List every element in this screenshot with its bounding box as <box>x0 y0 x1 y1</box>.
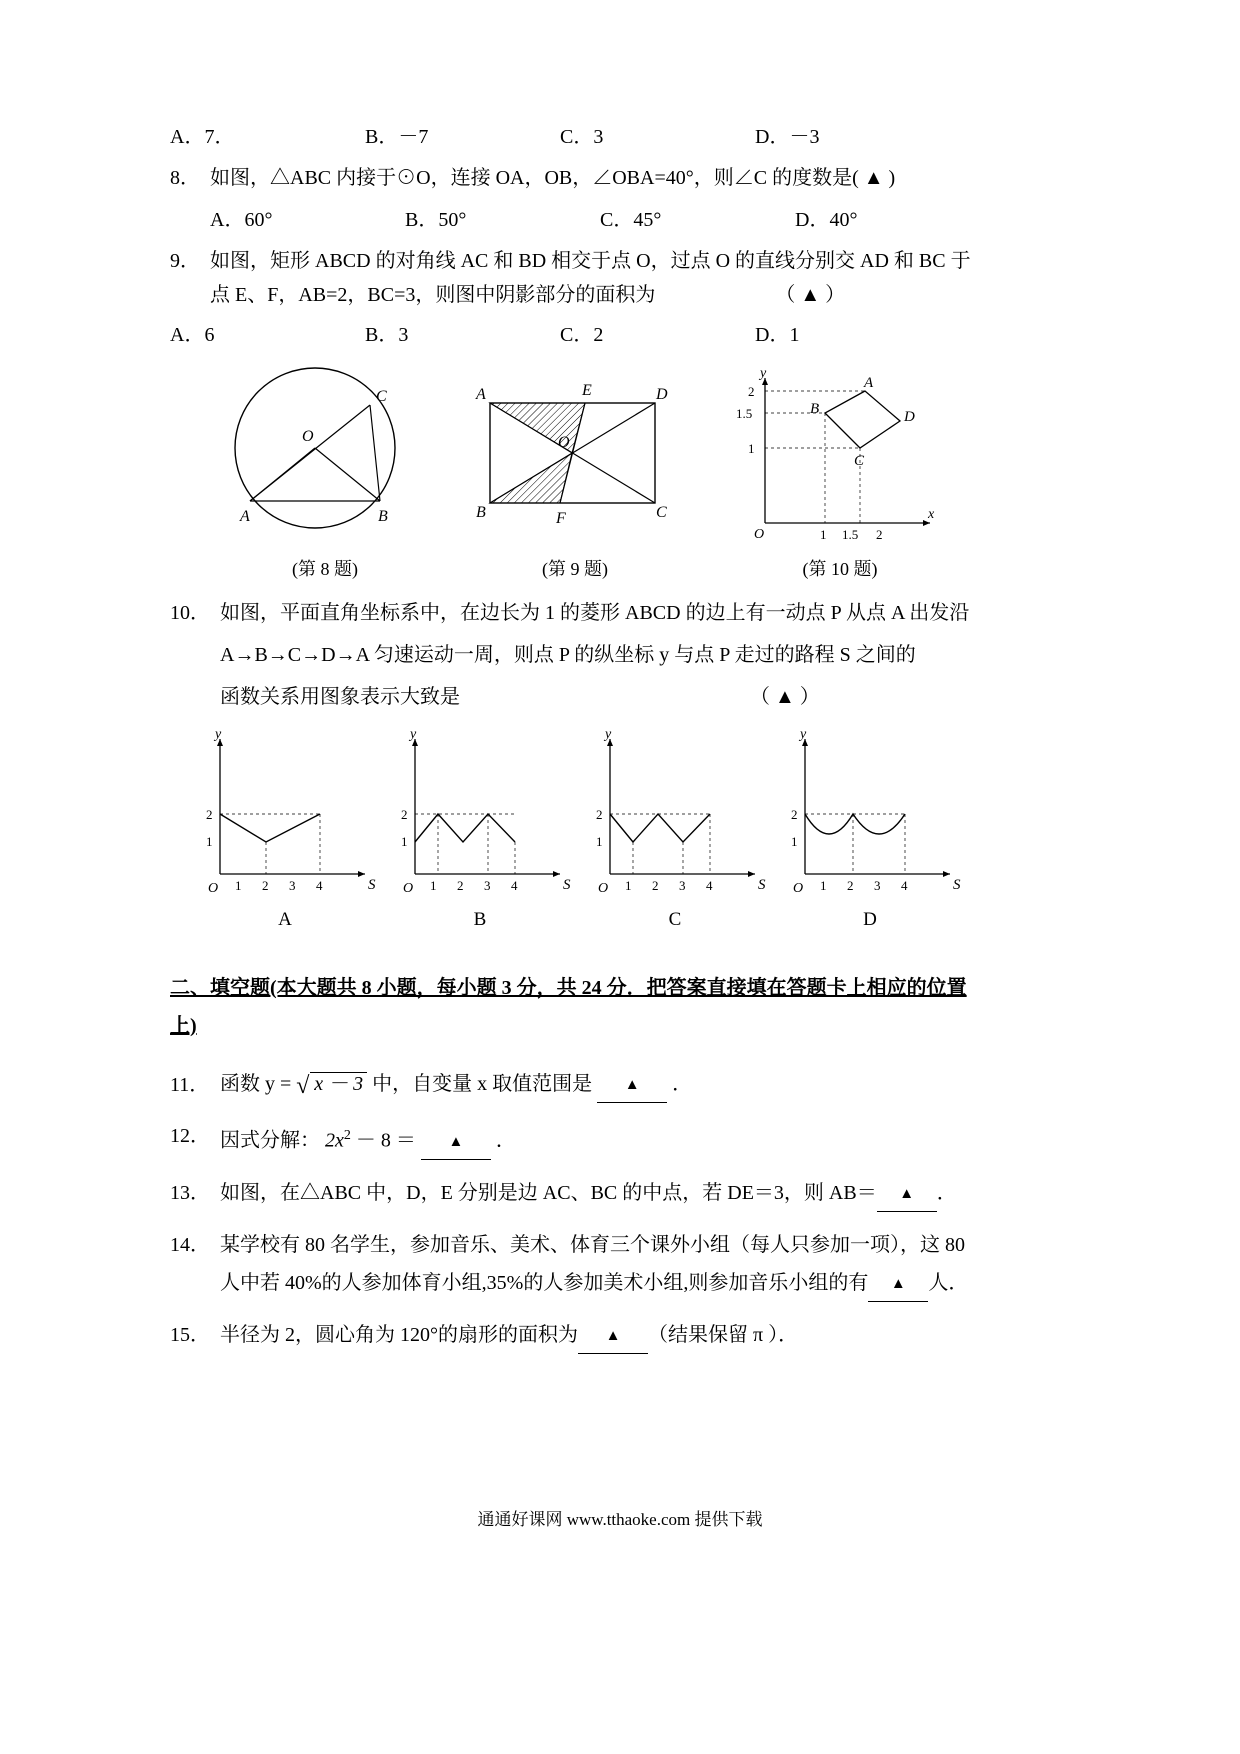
question-text-pre: 半径为 2，圆心角为 120°的扇形的面积为 <box>220 1323 578 1346</box>
question-number: 11． <box>170 1074 210 1096</box>
question-text-line2a: 人中若 40%的人参加体育小组,35%的人参加美术小组,则参加音乐小组的有 <box>220 1271 869 1294</box>
spacer <box>170 638 220 672</box>
axis-label-y: y <box>605 727 612 742</box>
section-2-line1: 二、填空题(本大题共 8 小题，每小题 3 分，共 24 分．把答案直接填在答题卡上相应的位置 <box>170 977 967 999</box>
label-A: A <box>240 508 250 525</box>
label-A: A <box>864 375 874 391</box>
graph-c-svg <box>580 724 770 904</box>
y-tick-1: 1 <box>748 441 755 456</box>
axis-origin: O <box>793 881 804 896</box>
y-tick-1: 1 <box>596 834 603 849</box>
label-C: C <box>854 453 865 469</box>
question-9 <box>170 244 1070 278</box>
graph-label-c: C <box>668 909 682 930</box>
question-number: 9． <box>170 250 200 272</box>
x-tick-2: 2 <box>652 878 659 893</box>
question-text-line3: 函数关系用图象表示大致是 <box>220 686 460 708</box>
question-text-line1: 如图，平面直角坐标系中，在边长为 1 的菱形 ABCD 的边上有一动点 P 从点 A 出发沿 <box>220 602 970 624</box>
label-E: E <box>582 382 592 399</box>
expression-part2: － 8 <box>350 1129 391 1152</box>
label-B: B <box>378 508 388 525</box>
sqrt-radicand: x － 3 <box>310 1072 367 1095</box>
y-tick-2: 2 <box>206 807 213 822</box>
x-tick-4: 4 <box>706 878 713 893</box>
figure-10-caption: (第 10 题) <box>802 559 878 579</box>
x-tick-1: 1 <box>820 878 827 893</box>
choice-option: C．3 <box>560 126 604 148</box>
x-tick-2: 2 <box>847 878 854 893</box>
graph-option-a <box>190 724 380 931</box>
choice-option: B．－7 <box>365 126 429 148</box>
x-tick-1: 1 <box>820 527 827 542</box>
graph-a-svg <box>190 724 380 904</box>
equals-sign: ＝ <box>395 1129 416 1152</box>
figure-8 <box>210 363 440 581</box>
graph-d-svg <box>775 724 965 904</box>
figure-9 <box>470 363 680 581</box>
x-tick-3: 3 <box>874 878 881 893</box>
graph-b-svg <box>385 724 575 904</box>
y-tick-1: 1 <box>401 834 408 849</box>
label-O: O <box>558 434 570 451</box>
axis-origin: O <box>598 881 609 896</box>
question-text: 如图，在△ABC 中，D，E 分别是边 AC、BC 的中点，若 DE＝3，则 AB＝ <box>220 1181 877 1204</box>
graph-option-d <box>775 724 965 931</box>
choice-option: A．6 <box>170 324 215 346</box>
graph-label-a: A <box>278 909 292 930</box>
x-tick-1: 1 <box>625 878 632 893</box>
question-text-line1: 如图，矩形 ABCD 的对角线 AC 和 BD 相交于点 O，过点 O 的直线分别交 AD 和 BC 于 <box>210 250 971 272</box>
question-number: 13． <box>170 1181 210 1204</box>
expression-part1: 2x <box>325 1129 344 1152</box>
y-tick-2: 2 <box>791 807 798 822</box>
figure-9-caption: (第 9 题) <box>542 559 608 579</box>
x-tick-1-5: 1.5 <box>842 527 859 542</box>
answer-mark: （ ▲ ） <box>750 686 820 708</box>
axis-label-s: S <box>758 877 766 893</box>
x-tick-1: 1 <box>235 878 242 893</box>
question-text-end: ． <box>672 1073 693 1095</box>
figure-10-svg <box>730 363 950 548</box>
question-text: 如图，△ABC 内接于⊙O，连接 OA，OB，∠OBA=40°，则∠C 的度数是( ▲ ) <box>210 167 896 189</box>
choice-option: C．2 <box>560 324 604 346</box>
axis-label-s: S <box>563 877 571 893</box>
page-content <box>170 120 1070 1354</box>
question-number: 8． <box>170 167 200 189</box>
footer-text: 通通好课网 www.tthaoke.com 提供下载 <box>477 1510 763 1529</box>
page-footer <box>0 1505 1240 1530</box>
question-text-line2: A→B→C→D→A 匀速运动一周，则点 P 的纵坐标 y 与点 P 走过的路程 S 之间的 <box>220 644 916 666</box>
x-tick-2: 2 <box>457 878 464 893</box>
axis-label-y: y <box>800 727 807 742</box>
y-tick-1-5: 1.5 <box>736 406 753 421</box>
figure-8-caption: (第 8 题) <box>292 559 358 579</box>
axis-label-s: S <box>953 877 961 893</box>
question-text-post: 中，自变量 x 取值范围是 <box>372 1073 593 1095</box>
x-tick-1: 1 <box>430 878 437 893</box>
question-11 <box>170 1067 1070 1103</box>
spacer <box>170 278 210 312</box>
axis-label-s: S <box>368 877 376 893</box>
axis-label-y: y <box>760 366 767 381</box>
label-D: D <box>656 386 668 403</box>
label-F: F <box>556 510 566 527</box>
label-A: A <box>476 386 486 403</box>
answer-blank: ▲ <box>868 1267 928 1302</box>
y-tick-2: 2 <box>401 807 408 822</box>
figure-9-svg <box>470 363 680 548</box>
choice-option: D．40° <box>795 209 858 231</box>
label-D: D <box>904 409 915 425</box>
question-text-line1: 某学校有 80 名学生，参加音乐、美术、体育三个课外小组（每人只参加一项），这 80 <box>220 1233 965 1256</box>
answer-mark: （ ▲ ） <box>775 284 846 306</box>
question-text-pre: 函数 y = <box>220 1073 292 1095</box>
answer-blank: ▲ <box>421 1125 491 1160</box>
question-number: 15． <box>170 1323 210 1346</box>
section-2-line2: 上) <box>170 1015 197 1037</box>
axis-label-y: y <box>410 727 417 742</box>
x-tick-4: 4 <box>316 878 323 893</box>
question-text-post: （结果保留 π ）． <box>648 1323 799 1346</box>
choice-option: B．3 <box>365 324 409 346</box>
graph-option-c <box>580 724 770 931</box>
answer-blank: ▲ <box>877 1177 937 1212</box>
y-tick-2: 2 <box>596 807 603 822</box>
sqrt-icon: √ <box>296 1073 310 1099</box>
answer-blank: ▲ <box>578 1319 648 1354</box>
section-2-heading <box>170 969 1070 1007</box>
question-10 <box>170 596 1070 630</box>
sqrt-expression <box>296 1067 367 1101</box>
graphs-row <box>170 724 1070 939</box>
y-tick-2: 2 <box>748 384 755 399</box>
label-O: O <box>302 428 314 445</box>
question-text-end: ． <box>936 1181 957 1204</box>
x-tick-2: 2 <box>876 527 883 542</box>
spacer <box>170 680 220 714</box>
axis-origin: O <box>403 881 414 896</box>
question-number: 14． <box>170 1233 210 1256</box>
choice-option: C．45° <box>600 209 662 231</box>
x-tick-4: 4 <box>511 878 518 893</box>
x-tick-3: 3 <box>484 878 491 893</box>
figure-8-svg <box>210 363 440 548</box>
label-B: B <box>476 504 486 521</box>
label-C: C <box>656 504 667 521</box>
y-tick-1: 1 <box>206 834 213 849</box>
axis-label-x: x <box>928 507 935 522</box>
exponent: 2 <box>343 1128 351 1143</box>
spacer <box>170 1266 220 1302</box>
axis-label-y: y <box>215 727 222 742</box>
question-text-end: ． <box>495 1129 516 1152</box>
y-tick-1: 1 <box>791 834 798 849</box>
question-number: 12． <box>170 1125 210 1147</box>
choice-option: D．1 <box>755 324 800 346</box>
x-tick-3: 3 <box>679 878 686 893</box>
choice-option: A．60° <box>210 209 273 231</box>
question-13 <box>170 1176 1070 1212</box>
axis-origin: O <box>754 527 765 542</box>
x-tick-3: 3 <box>289 878 296 893</box>
question-14 <box>170 1228 1070 1262</box>
graph-label-d: D <box>863 909 877 930</box>
choices-row-q8 <box>170 203 1070 232</box>
choice-option: A．7． <box>170 126 235 148</box>
figure-10 <box>730 363 950 581</box>
choice-option: B．50° <box>405 209 467 231</box>
graph-label-b: B <box>473 909 487 930</box>
choices-row-q9 <box>170 318 1070 347</box>
label-C: C <box>376 388 387 405</box>
question-12 <box>170 1119 1070 1160</box>
choice-option: D．－3 <box>755 126 820 148</box>
question-text-pre: 因式分解： <box>220 1129 320 1152</box>
answer-blank: ▲ <box>597 1068 667 1103</box>
x-tick-2: 2 <box>262 878 269 893</box>
question-text-line2b: 人． <box>928 1271 969 1294</box>
graph-option-b <box>385 724 575 931</box>
figures-row <box>170 363 1070 579</box>
question-text-line2: 点 E、F，AB=2，BC=3，则图中阴影部分的面积为 <box>210 284 656 306</box>
question-number: 10． <box>170 602 210 624</box>
label-B: B <box>810 401 820 417</box>
axis-origin: O <box>208 881 219 896</box>
question-8 <box>170 161 1070 195</box>
choices-row-q7 <box>170 120 1070 149</box>
question-15 <box>170 1318 1070 1354</box>
x-tick-4: 4 <box>901 878 908 893</box>
